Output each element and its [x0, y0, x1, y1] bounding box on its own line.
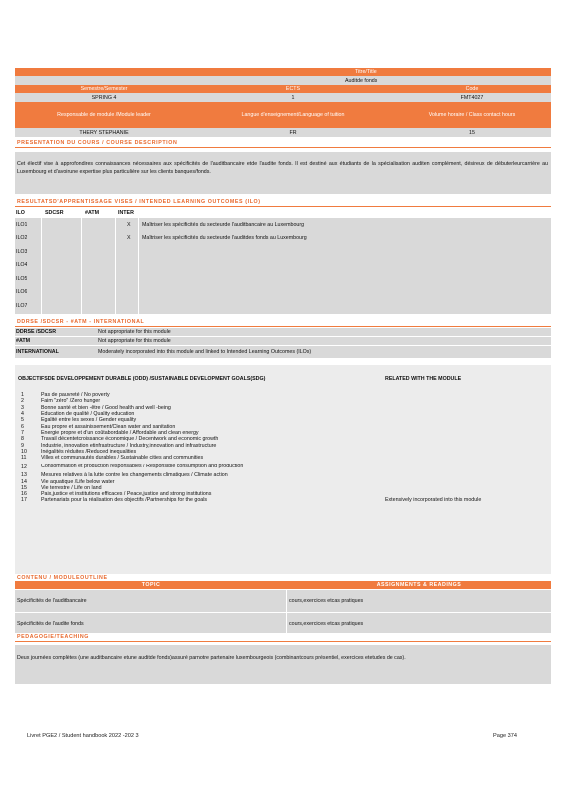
- international-row-1: [15, 328, 551, 336]
- sdg-label: Villes et communautés durables / Sustainable cities and communities: [41, 455, 204, 462]
- sdg-number: 6: [21, 423, 24, 430]
- international-label: DDRSE /SDCSR: [16, 329, 57, 335]
- responsible-label: Responsable de module /Module leader: [57, 111, 151, 118]
- ilo-mark: X: [127, 221, 131, 228]
- sdg-label: Faim "zéro" /Zero hunger: [41, 398, 101, 405]
- table-divider: [115, 218, 116, 314]
- ilo-row-2: [15, 232, 551, 246]
- presentation-box: [15, 152, 551, 194]
- ilo-id: ILO6: [16, 289, 28, 296]
- ilo-text: Maîtriser les spécificités du secteurde l'auditdes fonds au Luxembourg: [142, 235, 307, 242]
- ects-label: ECTS: [285, 86, 301, 92]
- content-col-topic: TOPIC: [141, 582, 161, 588]
- table-divider: [41, 218, 42, 314]
- ilo-row-6: [15, 286, 551, 300]
- outcomes-col-atm: #ATM: [85, 209, 100, 216]
- sdg-number: 14: [21, 478, 27, 485]
- sdg-number: 15: [21, 484, 27, 491]
- international-value: Moderately incorporated into this module and linked to Intended Learning Outcomes (ILOs): [98, 349, 312, 355]
- content-heading: CONTENU / MODULEOUTLINE: [17, 574, 108, 581]
- sdg-heading: OBJECTIFSDE DEVELOPPEMENT DURABLE (ODD) /SUSTAINABLE DEVELOPMENT GOALS(SDG): [18, 375, 266, 382]
- sdg-label: Education de qualité / Quality education: [41, 411, 135, 418]
- ilo-id: ILO7: [16, 302, 28, 309]
- sdg-number: 10: [21, 448, 27, 455]
- sdg-label: Partenariats pour la réalisation des objectifs /Partnerships for the goals: [41, 497, 208, 504]
- content-topic: Spécificités de l'audite fonds: [17, 620, 84, 627]
- code-label: Code: [465, 86, 479, 92]
- sdg-label: Inégalités réduites /Reduced inequalities: [41, 448, 137, 455]
- semester-label-row: [15, 85, 551, 93]
- sdg-label: Bonne santé et bien -être / Good health and well -being: [41, 404, 171, 411]
- outcomes-col-sdcsr: SDCSR: [45, 209, 64, 216]
- content-row-2: [15, 613, 551, 634]
- sdg-number: 17: [21, 497, 27, 504]
- footer-left: Livret PGE2 / Student handbook 2022 -202 3: [27, 733, 139, 739]
- ilo-id: ILO4: [16, 262, 28, 269]
- ilo-id: ILO2: [16, 235, 28, 242]
- title-value-row: [15, 76, 551, 85]
- table-divider: [286, 590, 287, 612]
- semester-value: SPRING 4: [91, 94, 117, 101]
- ilo-text: Maîtriser les spécificités du secteurde l'auditbancaire au Luxembourg: [142, 221, 305, 228]
- sdg-number: 11: [21, 455, 27, 462]
- hours-value: 15: [469, 129, 475, 136]
- sdg-label: Travail décentetcroissance économique / Decentwork and economic growth: [41, 436, 219, 443]
- semester-label: Semestre/Semester: [80, 86, 128, 92]
- sdg-number: 4: [21, 411, 24, 418]
- international-label: #ATM: [16, 338, 31, 344]
- sdg-label: Egalité entre les sexes / Gender equality: [41, 417, 137, 424]
- sdg-related: Extensively incorporated into this module: [385, 497, 482, 504]
- content-heading-row: [15, 574, 551, 581]
- sdg-number: 16: [21, 491, 27, 498]
- international-value: Not appropriate for this module: [98, 329, 171, 335]
- responsible-value-row: [15, 128, 551, 137]
- ilo-row-1: [15, 218, 551, 232]
- title-label-row: [15, 68, 551, 76]
- language-value: FR: [289, 129, 297, 136]
- sdg-label: Mesures relatives à la lutte contre les changements climatiques / Climate action: [41, 472, 228, 479]
- responsible-value: THERY STEPHANIE: [79, 129, 129, 136]
- sdg-number: 9: [21, 442, 24, 449]
- international-heading: DDRSE /SDCSR - #ATM - INTERNATIONAL: [17, 319, 145, 325]
- sdg-label: Eau propre et assainissement/Clean water and sanitation: [41, 423, 176, 430]
- ilo-id: ILO3: [16, 248, 28, 255]
- sdg-number: 7: [21, 429, 24, 436]
- sdg-number: 5: [21, 417, 24, 424]
- sdg-label: Consommation et production responsables / Responsible consumption and production: [41, 463, 244, 469]
- responsible-label-row: [15, 102, 551, 128]
- sdg-number: 2: [21, 398, 24, 405]
- table-divider: [286, 613, 287, 634]
- sdg-item: [15, 497, 551, 503]
- pedagogy-box: [15, 645, 551, 684]
- ilo-row-5: [15, 272, 551, 286]
- sdg-label: Pas de pauvreté / No poverty: [41, 392, 110, 399]
- ilo-id: ILO1: [16, 221, 28, 228]
- page: [15, 0, 551, 800]
- international-row-3: [15, 346, 551, 358]
- language-label: Langue d'enseignement/Language of tuition: [241, 111, 345, 118]
- sdg-number: 1: [21, 392, 24, 399]
- presentation-heading-row: [15, 139, 551, 148]
- sdg-number: 13: [21, 472, 27, 479]
- outcomes-col-ilo: ILO: [16, 209, 25, 216]
- content-col-assign: ASSIGNMENTS & READINGS: [376, 582, 462, 588]
- presentation-text: Cet électif vise à approfondires connaissances nécessaires aux spécificités de l'auditbancaire etde l'audite fonds. Il est destiné aux étudiants de la spécialisation auditen complément, désireux de débuterleurcarrière au Luxembourg et d'avoirune expertise plus particulière sur les clients banques/fonds.: [17, 161, 548, 175]
- international-value: Not appropriate for this module: [98, 338, 171, 344]
- sdg-label: Vie terrestre / Life on land: [41, 484, 102, 491]
- table-divider: [81, 218, 82, 314]
- sdg-number: 3: [21, 404, 24, 411]
- sdg-item: [15, 461, 551, 472]
- presentation-heading: PRESENTATION DU COURS / COURSE DESCRIPTION: [17, 140, 178, 146]
- footer-page: Page 374: [493, 733, 517, 739]
- code-value: FMT4027: [460, 94, 484, 101]
- sdg-number: 12: [21, 463, 27, 470]
- content-header-row: [15, 581, 551, 589]
- content-assign: cours,exercices etcas pratiques: [289, 620, 364, 627]
- international-row-2: [15, 337, 551, 345]
- hours-label: Volume horaire / Class contact hours: [428, 112, 516, 118]
- sdg-label: Paix,justice et institutions efficaces / Peace,justice and strong institutions: [41, 491, 212, 498]
- pedagogy-heading: PEDAGOGIE/TEACHING: [17, 634, 90, 640]
- outcomes-table: [15, 218, 551, 314]
- title-label: Titre/Title: [355, 69, 377, 75]
- ilo-row-4: [15, 259, 551, 273]
- outcomes-heading-row: [15, 198, 551, 207]
- pedagogy-heading-row: [15, 633, 551, 642]
- outcomes-heading: RESULTATSD'APPRENTISSAGE VISES / INTENDED LEARNING OUTCOMES (ILO): [17, 199, 261, 205]
- sdg-heading-row: [15, 370, 551, 388]
- international-label: INTERNATIONAL: [16, 349, 59, 355]
- sdg-label: Industrie, innovation etinfrastructure / Industry,innovation and infrastructure: [41, 442, 217, 449]
- ilo-mark: X: [127, 235, 131, 242]
- international-heading-row: [15, 318, 551, 327]
- content-topic: Spécificités de l'auditbancaire: [17, 598, 87, 604]
- semester-value-row: [15, 93, 551, 102]
- ects-value: 1: [291, 94, 295, 101]
- content-assign: cours,exercices etcas pratiques: [289, 598, 364, 604]
- title-value: Auditde fonds: [345, 77, 378, 84]
- outcomes-header-row: [15, 208, 551, 217]
- sdg-label: Vie aquatique /Life below water: [41, 478, 115, 485]
- ilo-row-3: [15, 245, 551, 259]
- pedagogy-text: Deux journées complètes (une auditbancaire etune auditde fonds)assuré parnotre partenaire luxembourgeois (combinantcours présentiel, exercices etetudes de cas).: [17, 655, 406, 661]
- sdg-related-heading: RELATED WITH THE MODULE: [385, 376, 462, 382]
- sdg-number: 8: [21, 436, 24, 443]
- sdg-label: Energie propre et d'un coûtabordable / Affordable and clean energy: [41, 429, 199, 436]
- content-row-1: [15, 590, 551, 612]
- ilo-id: ILO5: [16, 275, 28, 282]
- outcomes-col-inter: INTER: [118, 209, 134, 216]
- ilo-row-7: [15, 299, 551, 313]
- table-divider: [138, 218, 139, 314]
